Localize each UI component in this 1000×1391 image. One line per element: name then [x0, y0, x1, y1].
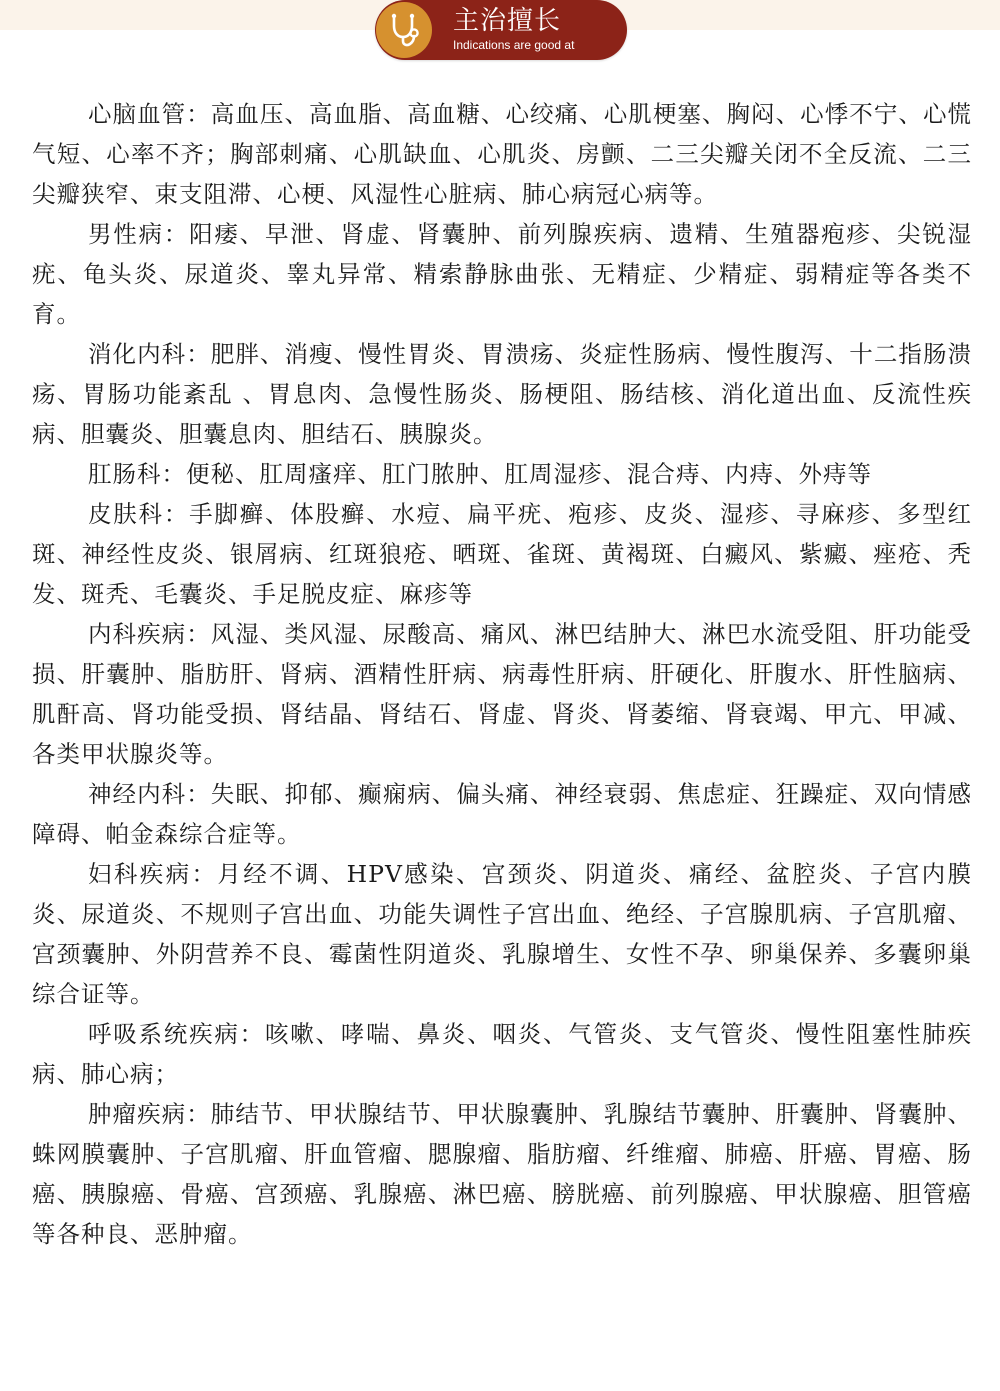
section-digestive: 消化内科：肥胖、消瘦、慢性胃炎、胃溃疡、炎症性肠病、慢性腹泻、十二指肠溃疡、胃肠功能紊乱 、胃息肉、急慢性肠炎、肠梗阻、肠结核、消化道出血、反流性疾病、胆囊炎、胆囊息肉、胆结石、胰腺炎。: [32, 340, 972, 448]
stethoscope-icon: [384, 10, 424, 50]
section-cardiovascular: 心脑血管：高血压、高血脂、高血糖、心绞痛、心肌梗塞、胸闷、心悸不宁、心慌气短、心率不齐；胸部刺痛、心肌缺血、心肌炎、房颤、二三尖瓣关闭不全反流、二三尖瓣狭窄、束支阻滞、心梗、风湿性心脏病、肺心病冠心病等。: [32, 100, 972, 208]
section-gynecology: 妇科疾病：月经不调、HPV感染、宫颈炎、阴道炎、痛经、盆腔炎、子宫内膜炎、尿道炎、不规则子宫出血、功能失调性子宫出血、绝经、子宫腺肌病、子宫肌瘤、宫颈囊肿、外阴营养不良、霉菌性阴道炎、乳腺增生、女性不孕、卵巢保养、多囊卵巢综合证等。: [32, 860, 972, 1008]
section-neurology: 神经内科：失眠、抑郁、癫痫病、偏头痛、神经衰弱、焦虑症、狂躁症、双向情感障碍、帕金森综合症等。: [32, 780, 972, 848]
badge-icon-circle: [376, 2, 432, 58]
section-oncology: 肿瘤疾病：肺结节、甲状腺结节、甲状腺囊肿、乳腺结节囊肿、肝囊肿、肾囊肿、蛛网膜囊肿、子宫肌瘤、肝血管瘤、腮腺瘤、脂肪瘤、纤维瘤、肺癌、肝癌、胃癌、肠癌、胰腺癌、骨癌、宫颈癌、乳腺癌、淋巴癌、膀胱癌、前列腺癌、甲状腺癌、胆管癌等各种良、恶肿瘤。: [32, 1100, 972, 1248]
header-badge: [375, 0, 627, 60]
page-subtitle: Indications are good at: [453, 38, 575, 52]
page-title: 主治擅长: [453, 6, 562, 36]
section-anorectal: 肛肠科：便秘、肛周瘙痒、肛门脓肿、肛周湿疹、混合痔、内痔、外痔等: [88, 460, 872, 488]
section-internal: 内科疾病：风湿、类风湿、尿酸高、痛风、淋巴结肿大、淋巴水流受阻、肝功能受损、肝囊肿、脂肪肝、肾病、酒精性肝病、病毒性肝病、肝硬化、肝腹水、肝性脑病、肌酐高、肾功能受损、肾结晶、肾结石、肾虚、肾炎、肾萎缩、肾衰竭、甲亢、甲减、各类甲状腺炎等。: [32, 620, 972, 768]
indications-content: [32, 94, 972, 1254]
section-respiratory: 呼吸系统疾病：咳嗽、哮喘、鼻炎、咽炎、气管炎、支气管炎、慢性阻塞性肺疾病、肺心病；: [32, 1020, 972, 1088]
section-male: 男性病：阳痿、早泄、肾虚、肾囊肿、前列腺疾病、遗精、生殖器疱疹、尖锐湿疣、龟头炎、尿道炎、睾丸异常、精索静脉曲张、无精症、少精症、弱精症等各类不育。: [32, 220, 972, 328]
section-dermatology: 皮肤科：手脚癣、体股癣、水痘、扁平疣、疱疹、皮炎、湿疹、寻麻疹、多型红斑、神经性皮炎、银屑病、红斑狼疮、晒斑、雀斑、黄褐斑、白癜风、紫癜、痤疮、秃发、斑秃、毛囊炎、手足脱皮症、麻疹等: [32, 500, 972, 608]
